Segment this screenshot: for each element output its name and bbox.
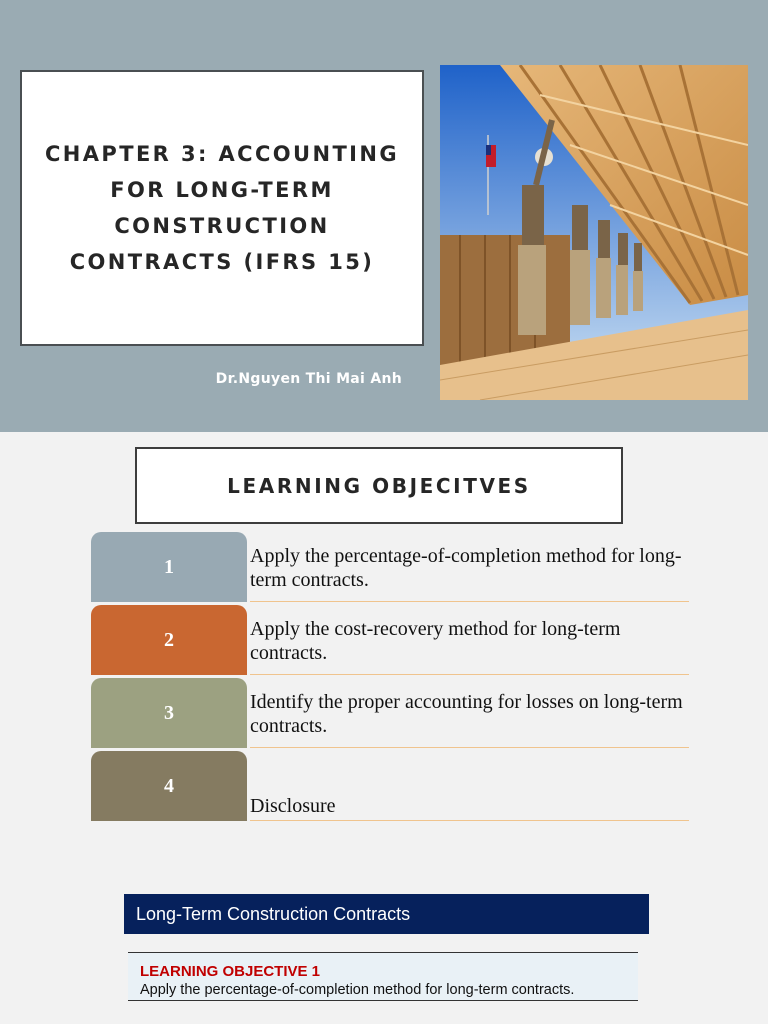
title-box — [20, 70, 424, 346]
objective-text: Apply the percentage-of-completion method for long-term contracts. — [250, 532, 689, 602]
learning-objective-label: LEARNING OBJECTIVE 1 — [140, 963, 321, 980]
objective-number-badge: 4 — [91, 751, 247, 821]
objective-row-1 — [91, 532, 689, 602]
construction-photo — [440, 65, 748, 400]
learning-objectives-title-box — [135, 447, 623, 524]
objective-row-3 — [91, 678, 689, 748]
objective-number-badge: 2 — [91, 605, 247, 675]
objective-text: Apply the cost-recovery method for long-term contracts. — [250, 605, 689, 675]
title-slide — [0, 0, 768, 432]
author-name: Dr.Nguyen Thi Mai Anh — [215, 371, 402, 387]
objective-number-badge: 1 — [91, 532, 247, 602]
objective-row-4 — [91, 751, 689, 821]
objective-row-2 — [91, 605, 689, 675]
objective-number-badge: 3 — [91, 678, 247, 748]
objective-text: Identify the proper accounting for losses on long-term contracts. — [250, 678, 689, 748]
learning-objective-box — [128, 952, 638, 1001]
section-header-bar: Long-Term Construction Contracts — [124, 894, 649, 934]
chapter-title: CHAPTER 3: ACCOUNTING FOR LONG-TERM CONSTRUCTION CONTRACTS (IFRS 15) — [44, 142, 399, 274]
objective-text: Disclosure — [250, 751, 689, 821]
learning-objectives-title: LEARNING OBJECITVES — [227, 473, 531, 498]
learning-objective-description: Apply the percentage-of-completion method for long-term contracts. — [140, 982, 575, 998]
